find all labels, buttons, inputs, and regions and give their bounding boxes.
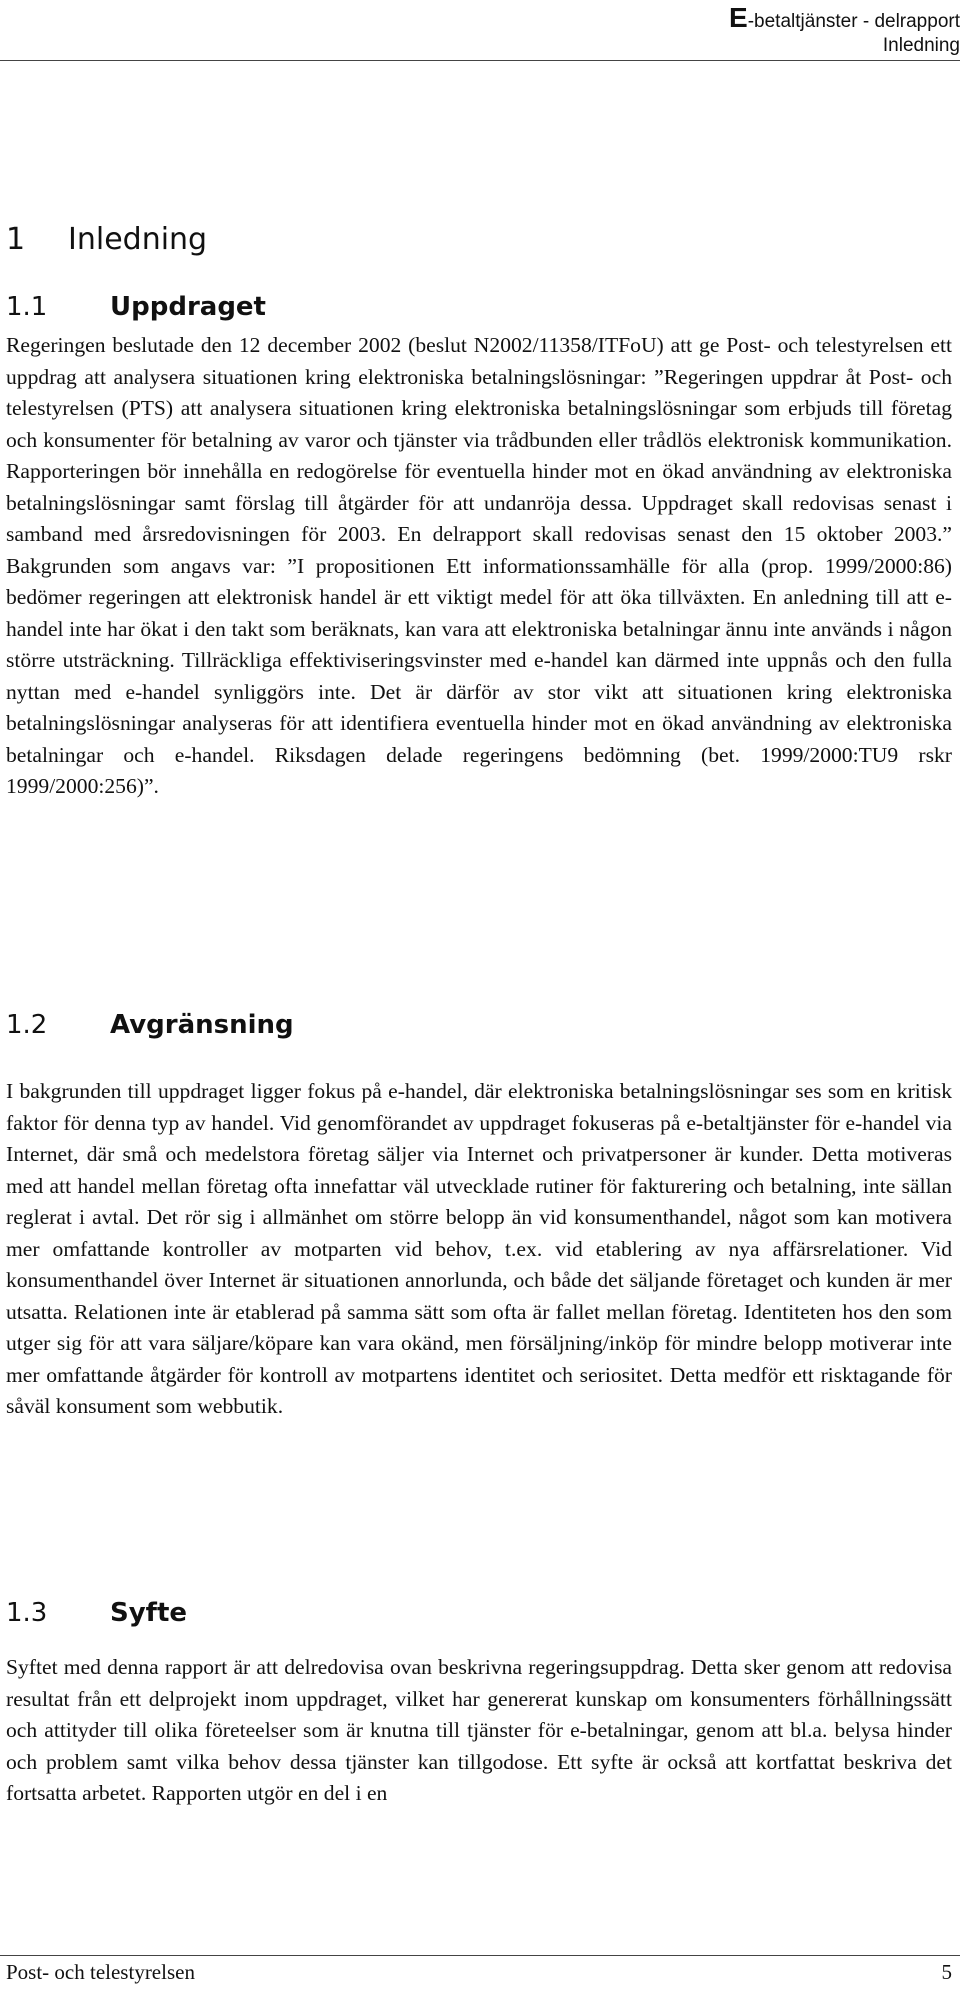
section-paragraph-syfte: Syftet med denna rapport är att delredovisa ovan beskrivna regeringsuppdrag. Detta sker genom att redovisa resultat från ett delprojekt inom uppdraget, vilket har genererat kunskap om konsumenters förhållningssätt och attityder till olika företeelser som är knutna till tjänster för e-betalningar, genom att bl.a. belysa hinder och problem samt vilka behov dessa tjänster kan tillgodose. Ett syfte är också att kortfattat beskriva det fortsatta arbetet. Rapporten utgör en del i en xyxy=(6,1655,952,1805)
running-header xyxy=(729,2,960,58)
section-paragraph-avgransning: I bakgrunden till uppdraget ligger fokus på e-handel, där elektroniska betalningslösningar ses som en kritisk faktor för denna typ av handel. Vid genomförandet av uppdraget fokuseras på e-betaltjänster för e-handel via Internet, där små och medelstora företag säljer via Internet och privatpersoner är kunder. Detta motiveras med att handel mellan företag ofta innefattar väl utvecklade rutiner för fakturering och betalning, inte sällan reglerat i avtal. Det rör sig i allmänhet om större belopp än vid konsumenthandel, något som kan motivera mer omfattande kontroller av motparten vid behov, t.ex. vid etablering av nya affärsrelationer. Vid konsumenthandel över Internet är situationen annorlunda, och både det säljande företaget och kunden är mer utsatta. Relationen inte är etablerad på samma sätt som ofta är fallet mellan företag. Identiteten hos den som utger sig för att vara säljare/köpare kan vara okänd, men försäljning/inköp för mindre belopp motiverar inte mer omfattande åtgärder för kontroll av motpartens identitet och seriositet. Detta medför ett risktagande för såväl konsument som webbutik. xyxy=(6,1079,952,1418)
header-divider xyxy=(0,60,960,61)
section-number: 1.1 xyxy=(6,292,48,322)
header-title-initial: E xyxy=(729,2,748,33)
header-subtitle: Inledning xyxy=(882,35,960,56)
section-title: Uppdraget xyxy=(110,292,266,322)
section-number: 1.2 xyxy=(6,1010,48,1040)
section-heading-syfte xyxy=(6,1598,187,1628)
chapter-title: Inledning xyxy=(68,222,208,257)
page-number: 5 xyxy=(941,1960,952,1984)
section-paragraph-uppdraget: Regeringen beslutade den 12 december 2002 (beslut N2002/11358/ITFoU) att ge Post- och telestyrelsen ett uppdrag att analysera situationen kring elektroniska betalningslösningar: ”Regeringen uppdrar åt Post- och telestyrelsen (PTS) att analysera situationen kring elektroniska betalningslösningar som erbjuds till företag och konsumenter för betalning av varor och tjänster via trådbunden eller trådlös elektronisk kommunikation. Rapporteringen bör innehålla en redogörelse för eventuella hinder mot en ökad användning av elektroniska betalningslösningar samt förslag till åtgärder för att undanröja dessa. Uppdraget skall redovisas senast i samband med årsredovisningen för 2003. En delrapport skall redovisas senast den 15 oktober 2003.” Bakgrunden som angavs var: ”I propositionen Ett informationssamhälle för alla (prop. 1999/2000:86) bedömer regeringen att elektronisk handel är ett viktigt medel för att öka tillväxten. En anledning till att e-handel inte har ökat i den takt som beräknats, kan vara att elektroniska betalningar ännu inte används i någon större utsträckning. Tillräckliga effektiviseringsvinster med e-handel kan därmed inte uppnås och den fulla nyttan med e-handel synliggörs inte. Det är därför av stor vikt att situationen kring elektroniska betalningslösningar analyseras för att identifiera eventuella hinder mot en ökad användning av elektroniska betalningar och e-handel. Riksdagen delade regeringens bedömning (bet. 1999/2000:TU9 rskr 1999/2000:256)”. xyxy=(6,333,952,798)
section-heading-avgransning xyxy=(6,1010,294,1040)
chapter-heading xyxy=(6,222,207,257)
footer-divider xyxy=(0,1955,960,1956)
section-title: Avgränsning xyxy=(110,1010,294,1040)
section-number: 1.3 xyxy=(6,1598,48,1628)
section-heading-uppdraget xyxy=(6,292,266,322)
footer-organization: Post- och telestyrelsen xyxy=(6,1960,195,1984)
chapter-number: 1 xyxy=(6,222,26,257)
header-title xyxy=(729,2,960,34)
section-title: Syfte xyxy=(110,1598,188,1628)
header-title-rest: -betaltjänster - delrapport xyxy=(747,11,960,32)
